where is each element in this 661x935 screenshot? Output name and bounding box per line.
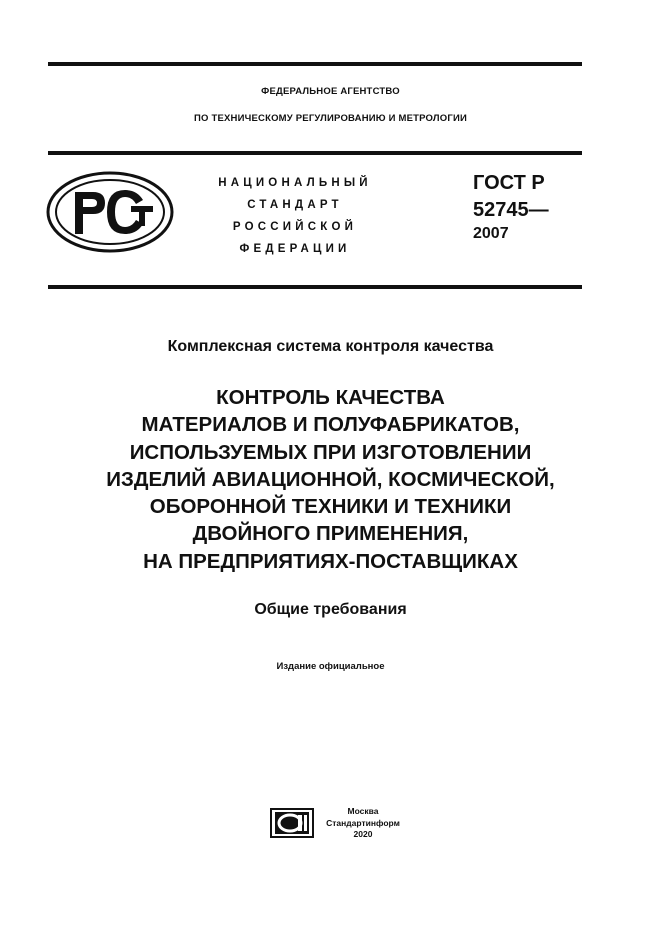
top-rule <box>48 62 582 66</box>
publisher-info <box>318 806 408 841</box>
series-title: Комплексная система контроля качества <box>167 338 494 355</box>
agency-name-line2: ПО ТЕХНИЧЕСКОМУ РЕГУЛИРОВАНИЮ И МЕТРОЛОГИИ <box>194 113 467 124</box>
publisher-year: 2020 <box>353 829 373 839</box>
national-standard-line: ФЕДЕРАЦИИ <box>239 243 351 255</box>
designation-prefix: ГОСТ Р <box>473 172 545 194</box>
rst-certification-logo-icon <box>45 170 175 254</box>
standard-designation <box>473 170 549 244</box>
designation-year: 2007 <box>473 225 509 242</box>
main-title-line: ОБОРОННОЙ ТЕХНИКИ И ТЕХНИКИ <box>149 495 512 519</box>
main-title-line: КОНТРОЛЬ КАЧЕСТВА <box>216 386 445 409</box>
main-title-line: ИСПОЛЬЗУЕМЫХ ПРИ ИЗГОТОВЛЕНИИ <box>129 440 532 464</box>
national-standard-label <box>205 172 385 260</box>
standartinform-logo-icon <box>270 808 314 838</box>
main-title-line: МАТЕРИАЛОВ И ПОЛУФАБРИКАТОВ, <box>141 413 520 437</box>
national-standard-line: РОССИЙСКОЙ <box>232 221 358 233</box>
agency-name-line1: ФЕДЕРАЛЬНОЕ АГЕНТСТВО <box>261 86 400 97</box>
designation-number: 52745— <box>473 199 549 221</box>
header-bottom-rule <box>48 285 582 289</box>
subtitle: Общие требования <box>254 601 407 618</box>
publisher-city: Москва <box>347 806 379 816</box>
header-rule <box>48 151 582 155</box>
national-standard-line: СТАНДАРТ <box>247 199 343 211</box>
main-title <box>0 384 661 575</box>
national-standard-line: НАЦИОНАЛЬНЫЙ <box>218 177 372 189</box>
edition-note: Издание официальное <box>276 661 385 672</box>
main-title-line: ИЗДЕЛИЙ АВИАЦИОННОЙ, КОСМИЧЕСКОЙ, <box>106 467 555 491</box>
main-title-line: ДВОЙНОГО ПРИМЕНЕНИЯ, <box>192 522 469 546</box>
publisher-name: Стандартинформ <box>326 817 400 828</box>
main-title-line: НА ПРЕДПРИЯТИЯХ-ПОСТАВЩИКАХ <box>143 549 518 573</box>
